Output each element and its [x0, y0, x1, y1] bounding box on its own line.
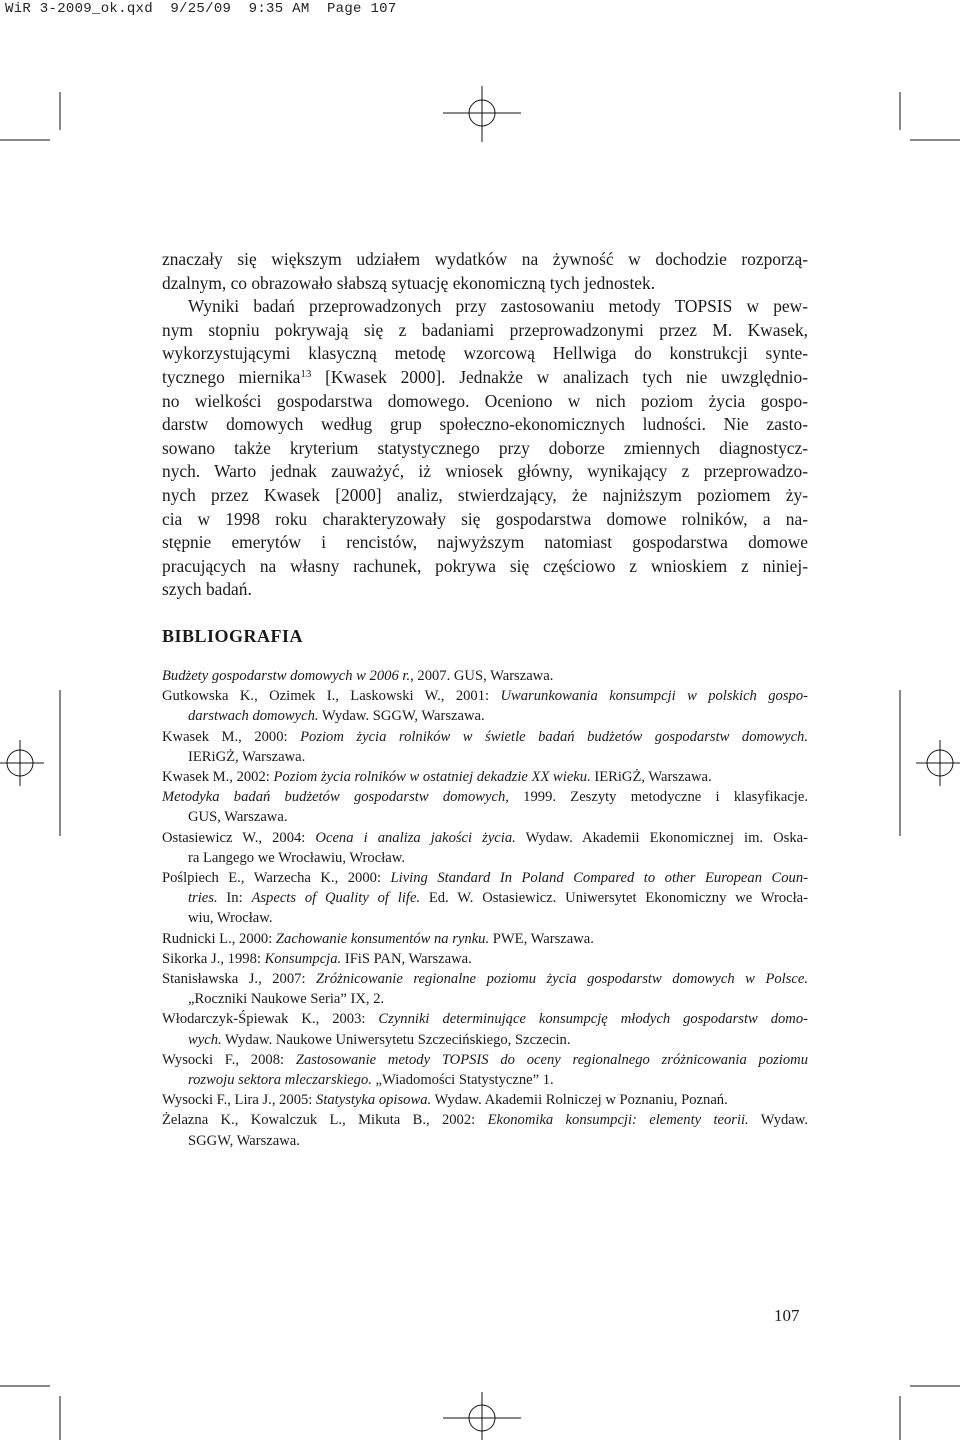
citation-text: Wydaw. Akademii Rolniczej w Poznaniu, Poznań. [431, 1092, 728, 1109]
citation-text: wiu, Wrocław. [188, 910, 273, 927]
body-line [162, 342, 808, 366]
citation-text: In: [217, 890, 252, 907]
bibliography-line [162, 929, 808, 949]
bibliography-entry [162, 787, 808, 827]
footnote-ref: 13 [300, 367, 312, 380]
bibliography-line [162, 686, 808, 706]
bibliography-entry [162, 949, 808, 969]
citation-title: Zróżnicowanie regionalne poziomu życia gospodarstw domowych w Polsce. [316, 971, 809, 988]
bibliography-line [162, 949, 808, 969]
citation-title: rozwoju sektora mleczarskiego. [188, 1072, 372, 1089]
bibliography-line [162, 1030, 808, 1050]
citation-text: Poślpiech E., Warzecha K., 2000: [162, 870, 391, 887]
citation-title: Poziom życia rolników w ostatniej dekadzie XX wieku. [273, 769, 591, 786]
body-line-text: nych. Warto jednak zauważyć, iż wniosek główny, wynikający z przeprowadzo- [162, 461, 808, 482]
bibliography-entry [162, 686, 808, 726]
body-line-text: szych badań. [162, 579, 252, 600]
bibliography-line [162, 969, 808, 989]
bibliography-line [162, 848, 808, 868]
file-slug: WiR 3-2009_ok.qxd 9/25/09 9:35 AM Page 107 [5, 1, 397, 17]
bibliography-entry [162, 929, 808, 949]
citation-text: Żelazna K., Kowalczuk L., Mikuta B., 2002: [162, 1112, 488, 1129]
citation-text: 2007. GUS, Warszawa. [413, 668, 554, 684]
body-line [162, 366, 808, 390]
bibliography-line [162, 989, 808, 1009]
body-line-text: [Kwasek 2000]. Jednakże w analizach tych nie uwzględnio- [311, 366, 809, 387]
body-line [162, 437, 808, 461]
citation-text: IERiGŻ, Warszawa. [188, 748, 306, 765]
bibliography-line [162, 1131, 808, 1151]
bibliography-line [162, 706, 808, 726]
citation-text: 1999. Zeszyty metodyczne i klasyfikacje. [508, 789, 808, 806]
body-line [162, 460, 808, 484]
body-paragraph [162, 248, 808, 602]
registration-mark-bottom [443, 1392, 521, 1440]
body-line-text: Wyniki badań przeprowadzonych przy zastosowaniu metody TOPSIS w pew- [188, 296, 808, 317]
citation-text: Stanisławska J., 2007: [162, 971, 317, 988]
citation-text: Wysocki F., 2008: [162, 1051, 296, 1068]
citation-title: Zachowanie konsumentów na rynku. [275, 930, 490, 947]
bibliography-line [162, 828, 808, 848]
body-line [162, 508, 808, 532]
citation-text: GUS, Warszawa. [188, 809, 288, 826]
bibliography-list [162, 666, 808, 1151]
citation-text: Sikorka J., 1998: [162, 950, 265, 967]
body-line-text: cia w 1998 roku charakteryzowały się gospodarstwa domowe rolników, a na- [162, 508, 808, 529]
citation-text: ra Langego we Wrocławiu, Wrocław. [188, 849, 405, 866]
citation-text: „Wiadomości Statystyczne” 1. [371, 1072, 554, 1089]
bibliography-line [162, 868, 808, 888]
bibliography-entry [162, 1050, 808, 1090]
citation-text: Wysocki F., Lira J., 2005: [162, 1092, 317, 1109]
body-line [162, 578, 808, 602]
citation-text: SGGW, Warszawa. [188, 1132, 300, 1149]
bibliography-entry [162, 1009, 808, 1049]
citation-text: Gutkowska K., Ozimek I., Laskowski W., 2001: [162, 688, 501, 705]
bibliography-line [162, 787, 808, 807]
bibliography-line [162, 1050, 808, 1070]
citation-title: Ekonomika konsumpcji: elementy teorii. [487, 1112, 749, 1129]
citation-text: Kwasek M., 2000: [162, 728, 301, 745]
citation-text: IERiGŻ, Warszawa. [590, 769, 712, 786]
body-line-text: nych przez Kwasek [2000] analiz, stwierdzający, że najniższym poziomem ży- [162, 484, 808, 505]
bibliography-entry [162, 767, 808, 787]
bibliography-entry [162, 828, 808, 868]
body-line [162, 272, 808, 296]
citation-title: Uwarunkowania konsumpcji w polskich gospo- [500, 688, 808, 705]
body-line-text: sowano także kryterium statystycznego przy doborze zmiennych diagnostycz- [162, 437, 808, 458]
bibliography-line [162, 908, 808, 928]
citation-title: Aspects of Quality of life. [251, 890, 421, 907]
citation-text: Wydaw. [748, 1112, 809, 1129]
bibliography-line [162, 747, 808, 767]
registration-mark-left [0, 740, 44, 786]
bibliography-line [162, 1070, 808, 1090]
bibliography-entry [162, 727, 808, 767]
body-line [162, 413, 808, 437]
body-line-text: dzalnym, co obrazowało słabszą sytuację ekonomiczną tych jednostek. [162, 272, 656, 293]
bibliography-line [162, 1110, 808, 1130]
bibliography-line [162, 727, 808, 747]
citation-text: IFiS PAN, Warszawa. [341, 950, 472, 967]
citation-title: Zastosowanie metody TOPSIS do oceny regionalnego zróżnicowania poziomu [295, 1051, 808, 1068]
citation-text: Włodarczyk-Śpiewak K., 2003: [162, 1011, 379, 1028]
bibliography-entry [162, 969, 808, 1009]
body-line [162, 484, 808, 508]
bibliography-entry [162, 1110, 808, 1150]
bibliography-line [162, 807, 808, 827]
citation-title: tries. [188, 890, 218, 907]
body-line-text: no wielkości gospodarstwa domowego. Oceniono w nich poziom życia gospo- [162, 390, 808, 411]
body-line-text: pracujących na własny rachunek, pokrywa się częściowo z wnioskiem z niniej- [162, 555, 808, 576]
citation-title: Living Standard In Poland Compared to other European Coun- [390, 870, 808, 887]
bibliography-entry [162, 868, 808, 929]
bibliography-line [162, 888, 808, 908]
body-line-text: darstw domowych według grup społeczno-ekonomicznych ludności. Nie zasto- [162, 414, 808, 435]
body-line-text: nym stopniu pokrywają się z badaniami przeprowadzonymi przez M. Kwasek, [162, 319, 808, 340]
citation-title: Metodyka badań budżetów gospodarstw domowych, [162, 789, 509, 806]
citation-title: Konsumpcja. [264, 950, 342, 967]
body-line [162, 295, 808, 319]
citation-text: Wydaw. Naukowe Uniwersytetu Szczecińskiego, Szczecin. [221, 1031, 571, 1048]
citation-title: Czynniki determinujące konsumpcję młodych gospodarstw domo- [378, 1011, 809, 1028]
registration-mark-right [916, 740, 960, 786]
citation-title: Budżety gospodarstw domowych w 2006 r., [162, 668, 414, 684]
bibliography-line [162, 767, 808, 787]
body-line [162, 319, 808, 343]
citation-text: Wydaw. Akademii Ekonomicznej im. Oska- [515, 829, 808, 846]
body-line-text: znaczały się większym udziałem wydatków na żywność w dochodzie rozporzą- [162, 249, 808, 269]
citation-title: Statystyka opisowa. [316, 1092, 432, 1109]
body-line [162, 531, 808, 555]
citation-text: Ostasiewicz W., 2004: [162, 829, 316, 846]
citation-title: Ocena i analiza jakości życia. [315, 829, 516, 846]
body-line [162, 555, 808, 579]
citation-title: Poziom życia rolników w świetle badań budżetów gospodarstw domowych. [300, 728, 808, 745]
citation-text: „Roczniki Naukowe Seria” IX, 2. [188, 991, 385, 1008]
body-line-text: stępnie emerytów i rencistów, najwyższym natomiast gospodarstwa domowe [162, 532, 808, 553]
bibliography-line [162, 1090, 808, 1110]
bibliography-heading: BIBLIOGRAFIA [162, 626, 304, 646]
bibliography-entry [162, 666, 808, 686]
citation-text: PWE, Warszawa. [489, 930, 594, 947]
body-line-text: wykorzystującymi klasyczną metodę wzorcową Hellwiga do konstrukcji synte- [162, 343, 808, 364]
citation-title: wych. [188, 1031, 222, 1048]
citation-text: Wydaw. SGGW, Warszawa. [318, 708, 485, 725]
citation-text: Ed. W. Ostasiewicz. Uniwersytet Ekonomiczny we Wrocła- [420, 890, 808, 907]
body-line [162, 248, 808, 272]
citation-text: Kwasek M., 2002: [162, 769, 274, 786]
body-line [162, 390, 808, 414]
bibliography-line [162, 666, 808, 686]
citation-text: Rudnicki L., 2000: [162, 930, 276, 947]
bibliography-line [162, 1009, 808, 1029]
registration-mark-top [443, 86, 521, 142]
body-line-text: tycznego miernika [162, 366, 301, 387]
page-number: 107 [774, 1306, 800, 1325]
citation-title: darstwach domowych. [188, 708, 319, 725]
bibliography-entry [162, 1090, 808, 1110]
